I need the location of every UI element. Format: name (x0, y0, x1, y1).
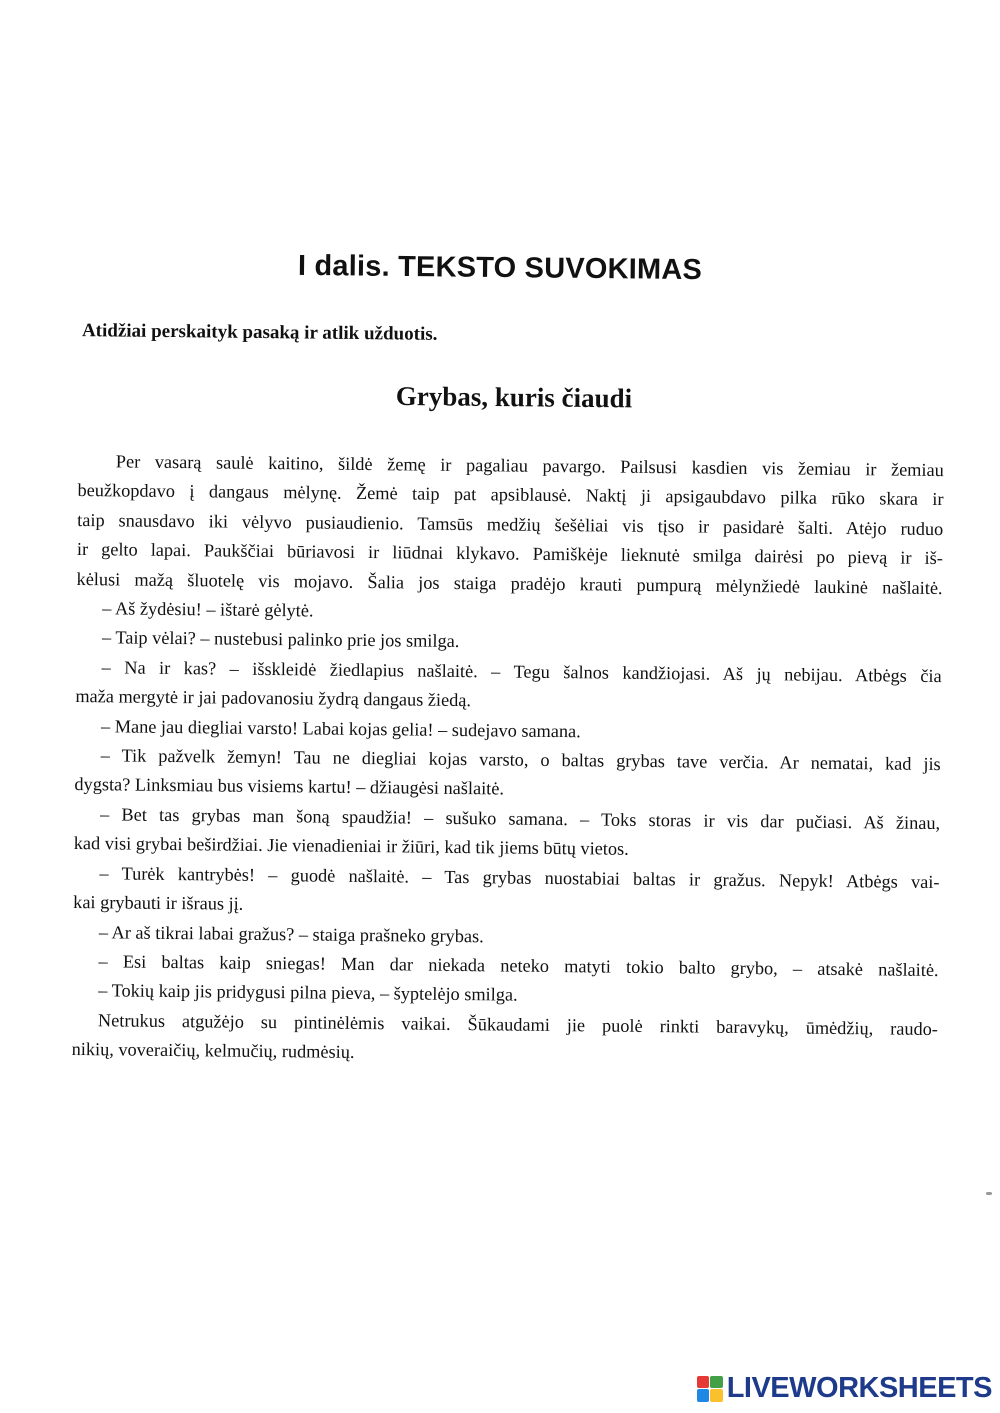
logo-square-green (710, 1376, 723, 1389)
story-line: – Ar aš tikrai labai gražus? – staiga prašneko grybas. (98, 921, 484, 946)
story-title: Grybas, kuris čiaudi (395, 380, 633, 414)
story-line: – Na ir kas? – išskleidė žiedlapius našlaitė. – Tegu šalnos kandžiojasi. Aš jų nebijau. Atbėgs čia (101, 657, 942, 686)
story-line: nikių, voveraičių, kelmučių, rudmėsių. (71, 1039, 355, 1063)
story-line: – Turėk kantrybės! – guodė našlaitė. – Tas grybas nuostabiai baltas ir gražus. Nepyk! Atbėgs vai- (99, 862, 940, 892)
story-line: kai grybauti ir išraus jį. (73, 892, 244, 914)
story-line: – Tokių kaip jis pridygusi pilna pieva, – šyptelėjo smilga. (98, 980, 518, 1005)
story-line: – Taip vėlai? – nustebusi palinko prie jos smilga. (101, 627, 460, 652)
story-line: – Tik pažvelk žemyn! Tau ne diegliai kojas varsto, o baltas grybas tave verčia. Ar nematai, kad jis (100, 745, 941, 775)
logo-square-red (697, 1376, 710, 1389)
story-text (72, 447, 944, 1074)
liveworksheets-logo-icon (697, 1376, 723, 1402)
story-line: dygsta? Linksmiau bus visiems kartu! – džiaugėsi našlaitė. (74, 774, 505, 799)
story-line: – Aš žydėsiu! – ištarė gėlytė. (102, 598, 314, 621)
story-line: kėlusi mažą šluotelę vis mojavo. Šalia jos staiga pradėjo krauti pumpurą mėlynžiedė laukinė našlaitė. (76, 568, 943, 598)
story-line: kad visi grybai beširdžiai. Jie vienadieniai ir žiūri, kad tik jiems būtų vietos. (73, 833, 629, 860)
story-line: Netrukus atgužėjo su pintinėlėmis vaikai. Šūkaudami jie puolė rinkti baravykų, ūmėdžių, raudo- (97, 1009, 939, 1039)
story-line: – Mane jau diegliai varsto! Labai kojas gelia! – sudejavo samana. (100, 715, 581, 741)
story-line: – Esi baltas kaip sniegas! Man dar niekada neteko matyti tokio balto grybo, – atsakė našlaitė. (98, 951, 939, 980)
watermark-text: LIVEWORKSHEETS (726, 1372, 992, 1404)
section-title: I dalis. TEKSTO SUVOKIMAS (297, 249, 703, 287)
instruction-text: Atidžiai perskaityk pasaką ir atlik užduotis. (81, 320, 438, 345)
logo-square-blue (697, 1389, 710, 1402)
story-line: maža mergytė ir jai padovanosiu žydrą dangaus žiedą. (75, 686, 472, 711)
story-line: Per vasarą saulė kaitino, šildė žemę ir pagaliau pavargo. Pailsusi kasdien vis žemiau ir žemiau (115, 451, 944, 481)
story-line: taip snausdavo iki vėlyvo pusiaudienio. Tamsūs medžių šešėliai vis tįso ir pasidarė šalti. Atėjo ruduo (77, 509, 944, 539)
story-line: – Bet tas grybas man šoną spaudžia! – sušuko samana. – Toks storas ir vis dar pučiasi. Aš žinau, (100, 804, 941, 833)
story-line: ir gelto lapai. Paukščiai būriavosi ir liūdnai klykavo. Pamiškėje lieknutė smilga dairėsi po pievą ir iš- (76, 539, 943, 569)
liveworksheets-watermark (697, 1372, 992, 1405)
logo-square-yellow (710, 1389, 723, 1402)
scan-speck (986, 1192, 992, 1195)
story-line: beužkopdavo į dangaus mėlynę. Žemė taip pat apsiblausė. Naktį ji apsigaubdavo pilka rūko skara ir (77, 480, 944, 510)
